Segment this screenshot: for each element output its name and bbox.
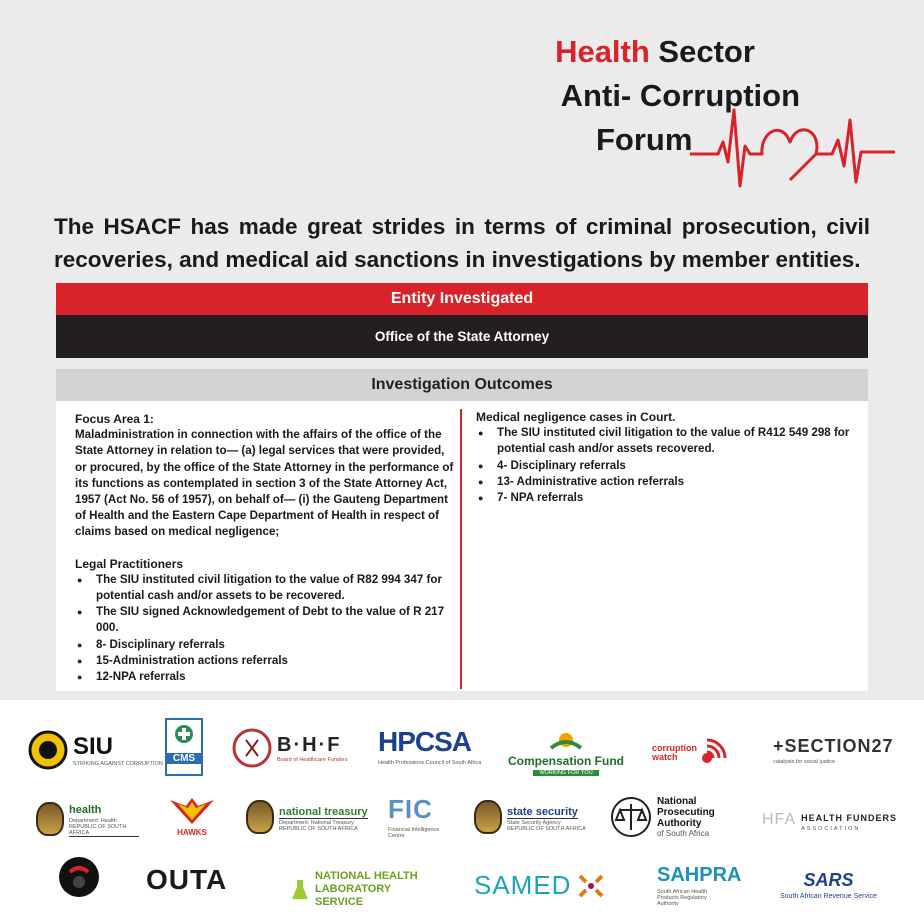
coat-of-arms-icon: [474, 800, 502, 834]
siu-tagline: STRIKING AGAINST CORRUPTION: [73, 761, 163, 767]
signal-icon: [697, 738, 731, 768]
investigation-outcomes-header: Investigation Outcomes: [56, 369, 868, 401]
coat-of-arms-icon: [36, 802, 64, 836]
list-item: ● 13- Administrative action referrals: [476, 474, 856, 490]
hpcsa-label: HPCSA: [378, 726, 472, 757]
bhf-logo: [232, 726, 348, 770]
list-item: ● 15-Administration actions referrals: [75, 653, 455, 669]
corruption-watch-logo: [652, 738, 731, 768]
corruption-watch-label: corruption watch: [652, 743, 697, 762]
siu-emblem-icon: [28, 730, 68, 770]
hfa-label: HEALTH FUNDERS: [801, 813, 897, 823]
outcomes-right-column: [476, 409, 856, 506]
nhls-logo: [290, 870, 435, 909]
outa-label: OUTA: [146, 864, 228, 895]
list-item: ● 12-NPA referrals: [75, 669, 455, 685]
national-treasury-logo: [246, 800, 368, 834]
cross-icon: [173, 724, 195, 744]
hpcsa-logo: [378, 726, 481, 766]
samed-mark-icon: [576, 872, 606, 900]
state-security-label: state security: [507, 806, 578, 818]
focus-area-text: Maladministration in connection with the affairs of the office of the State Attorney in relation to— (a) legal services that were provided, or procured, by the office of the State Attorney in the performance of its functions as contemplated in section 3 of the State Attorney Act, 1957 (Act No. 56 of 1957), on behalf of— (i) the Gauteng Department of Health and the Eastern Cape Department of Health in respect of claims based on medical negligence;: [75, 428, 454, 539]
health-tagline: Department: Health REPUBLIC OF SOUTH AFRICA: [69, 818, 127, 836]
treasury-label: national treasury: [279, 806, 368, 818]
hpcsa-tagline: Health Professions Council of South Africa: [378, 760, 482, 766]
title-anti-corruption: Anti- Corruption: [560, 78, 800, 113]
medical-negligence-list: [476, 425, 856, 506]
compensation-fund-tagline: WORKING FOR YOU: [533, 770, 598, 776]
shield-icon: [232, 726, 272, 770]
intro-paragraph: [54, 210, 870, 276]
nhls-label: NATIONAL HEALTH LABORATORY SERVICE: [315, 870, 418, 908]
flask-icon: [290, 878, 310, 902]
title-sector: Sector: [649, 34, 755, 69]
list-item: ● 8- Disciplinary referrals: [75, 637, 455, 653]
cms-logo: [165, 718, 203, 776]
bhf-label: B·H·F: [277, 733, 342, 756]
health-funders-logo: [762, 808, 897, 832]
fic-label: FIC: [388, 794, 433, 824]
cms-label: CMS: [167, 753, 201, 764]
compensation-fund-label: Compensation Fund: [508, 754, 624, 768]
bhf-tagline: Board of Healthcare Funders: [277, 756, 348, 763]
section27-tagline: catalysts for social justice: [773, 759, 836, 765]
outcomes-left-column: [75, 411, 455, 685]
legal-practitioners-list: [75, 572, 455, 685]
column-divider: [460, 409, 462, 689]
siu-label: SIU: [73, 733, 114, 760]
hawk-icon: [168, 796, 216, 826]
list-item: ● The SIU instituted civil litigation to the value of R82 994 347 for potential cash and/or assets to be recovered.: [75, 572, 455, 604]
entity-name: Office of the State Attorney: [56, 315, 868, 358]
list-item: ● The SIU signed Acknowledgement of Debt to the value of R 217 000.: [75, 604, 455, 636]
fic-tagline: Financial Intelligence Centre: [388, 827, 440, 839]
list-item: ● 7- NPA referrals: [476, 490, 856, 506]
npa-label: National Prosecuting Authority: [657, 796, 715, 829]
sars-label: SARS: [803, 870, 854, 890]
sunrise-icon: [547, 728, 585, 752]
sars-logo: [780, 870, 877, 900]
heartbeat-icon: [690, 102, 895, 192]
entity-investigated-header: Entity Investigated: [56, 283, 868, 315]
section27-label: +SECTION27: [773, 736, 894, 756]
sars-tagline: South African Revenue Service: [780, 893, 877, 900]
health-department-logo: [36, 800, 139, 837]
hfa-tagline: ASSOCIATION: [801, 826, 861, 832]
sahpra-logo: [657, 864, 741, 907]
npa-tagline: of South Africa: [657, 829, 710, 838]
focus-area-title: Focus Area 1:: [75, 412, 154, 426]
samed-label: SAMED: [474, 870, 572, 900]
member-logos: [0, 700, 924, 924]
hawks-label: HAWKS: [177, 828, 207, 837]
ant-emblem-icon: [58, 856, 100, 898]
coat-of-arms-icon: [246, 800, 274, 834]
compensation-fund-logo: [508, 728, 624, 776]
sahpra-label: SAHPRA: [657, 864, 742, 886]
intro-line-2: recoveries, and medical aid sanctions in investigations by member entities.: [54, 247, 861, 272]
list-item: ● The SIU instituted civil litigation to the value of R412 549 298 for potential cash and/or assets recovered.: [476, 425, 856, 457]
siu-logo: [28, 730, 163, 770]
red-ants-logo: [58, 856, 100, 898]
list-item: ● 4- Disciplinary referrals: [476, 458, 856, 474]
npa-logo: [610, 796, 735, 838]
treasury-tagline: Department: National Treasury REPUBLIC OF SOUTH AFRICA: [279, 820, 358, 832]
medical-negligence-title: Medical negligence cases in Court.: [476, 410, 676, 424]
health-label: health: [69, 804, 102, 816]
section27-logo: [773, 736, 894, 765]
title-health: Health: [555, 34, 650, 69]
state-security-tagline: State Security Agency REPUBLIC OF SOUTH AFRICA: [507, 820, 586, 832]
fic-logo: [388, 794, 448, 839]
hawks-logo: [168, 796, 216, 837]
hfa-mark: HFA: [762, 811, 797, 828]
samed-logo: [474, 870, 606, 901]
intro-line-1: The HSACF has made great strides in terms of criminal prosecution, civil: [54, 214, 870, 239]
state-security-logo: [474, 800, 587, 834]
outcomes-panel: [56, 401, 868, 691]
scales-of-justice-icon: [610, 796, 652, 838]
title-forum: Forum: [596, 122, 693, 157]
outa-logo: [146, 864, 227, 896]
sahpra-tagline: South African Health Products Regulatory Authority: [657, 889, 708, 907]
legal-practitioners-title: Legal Practitioners: [75, 556, 184, 571]
